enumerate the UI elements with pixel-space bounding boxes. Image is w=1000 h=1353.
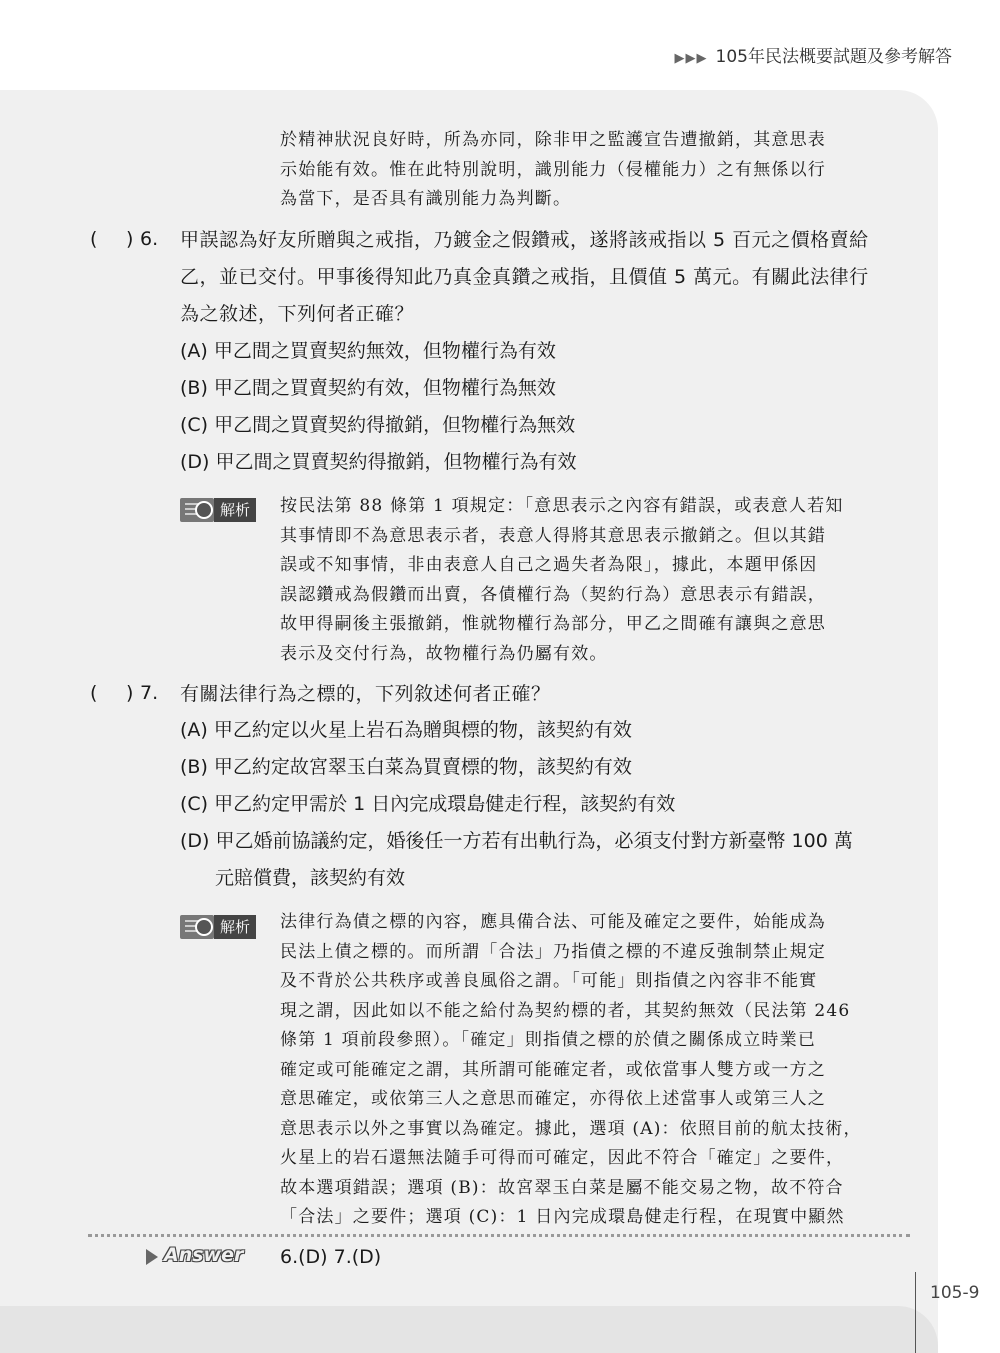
intro-line: 為當下，是否具有識別能力為判斷。	[280, 189, 572, 209]
analysis-line: 表示及交付行為，故物權行為仍屬有效。	[280, 643, 608, 664]
analysis-line: 條第 1 項前段參照）。「確定」則指債之標的於債之關係成立時業已	[280, 1030, 817, 1050]
analysis-icon	[180, 915, 214, 939]
analysis-line: 誤或不知事情，非由表意人自己之過失者為限」，據此，本題甲係因	[280, 555, 818, 575]
analysis-line: 誤認鑽戒為假鑽而出賣，各債權行為（契約行為）意思表示有錯誤，	[280, 584, 826, 605]
q6-answer-paren-close: )	[126, 228, 134, 250]
q7-option-d: (D) 甲乙婚前協議約定，婚後任一方若有出軌行為，必須支付對方新臺幣 100 萬	[180, 830, 853, 852]
analysis-label: 解析	[214, 915, 256, 939]
q7-analysis-badge	[180, 915, 256, 939]
footer-panel	[0, 1306, 938, 1353]
answer-arrow-icon	[146, 1249, 158, 1265]
answer-label: Answer	[164, 1244, 244, 1266]
q7-analysis	[280, 908, 912, 1233]
q6-option-c: (C) 甲乙間之買賣契約得撤銷，但物權行為無效	[180, 414, 576, 436]
analysis-line: 火星上的岩石還無法隨手可得而可確定，因此不符合「確定」之要件，	[280, 1148, 845, 1168]
analysis-line: 確定或可能確定之謂，其所謂可能確定者，或依當事人雙方或一方之	[280, 1059, 826, 1080]
q7-option-c: (C) 甲乙約定甲需於 1 日內完成環島健走行程，該契約有效	[180, 793, 676, 815]
q6-option-d: (D) 甲乙間之買賣契約得撤銷，但物權行為有效	[180, 451, 577, 473]
q6-option-b: (B) 甲乙間之買賣契約有效，但物權行為無效	[180, 377, 556, 399]
analysis-line: 「合法」之要件；選項 (C)：1 日內完成環島健走行程，在現實中顯然	[280, 1207, 845, 1227]
q7-option-d-continued: 元賠償費，該契約有效	[215, 867, 406, 889]
q7-answer-paren-close: )	[126, 682, 134, 704]
q7-option-b: (B) 甲乙約定故宮翠玉白菜為買賣標的物，該契約有效	[180, 756, 632, 778]
analysis-line: 其事情即不為意思表示者，表意人得將其意思表示撤銷之。但以其錯	[280, 525, 826, 546]
q6-option-a: (A) 甲乙間之買賣契約無效，但物權行為有效	[180, 340, 556, 362]
q6-analysis	[280, 492, 912, 669]
q6-number: 6.	[140, 228, 159, 250]
analysis-line: 故本選項錯誤；選項 (B)：故宮翠玉白菜是屬不能交易之物，故不符合	[280, 1177, 844, 1198]
analysis-icon	[180, 498, 214, 522]
q6-question-line: 為之敘述，下列何者正確？	[180, 303, 415, 325]
analysis-line: 法律行為債之標的內容，應具備合法、可能及確定之要件，始能成為	[280, 912, 826, 932]
q6-analysis-badge	[180, 498, 256, 522]
page-number-divider	[915, 1272, 916, 1353]
intro-paragraph	[280, 126, 912, 215]
q6-question-line: 甲誤認為好友所贈與之戒指，乃鍍金之假鑽戒，遂將該戒指以 5 百元之價格賣給	[180, 229, 869, 251]
q7-number: 7.	[140, 682, 159, 704]
page-number: 105-9	[930, 1283, 980, 1303]
q6-question	[180, 222, 912, 333]
q6-answer-paren-open: (	[90, 228, 98, 250]
header-title: 105年民法概要試題及參考解答	[715, 47, 952, 67]
page-header	[675, 42, 952, 67]
analysis-label: 解析	[214, 498, 256, 522]
analysis-line: 民法上債之標的。而所謂「合法」乃指債之標的不違反強制禁止規定	[280, 941, 826, 962]
answer-value: 6.(D) 7.(D)	[280, 1246, 382, 1268]
q7-answer-paren-open: (	[90, 682, 98, 704]
analysis-line: 按民法第 88 條第 1 項規定：「意思表示之內容有錯誤，或表意人若知	[280, 496, 844, 516]
answer-divider	[88, 1234, 910, 1237]
q7-option-a: (A) 甲乙約定以火星上岩石為贈與標的物，該契約有效	[180, 719, 632, 741]
intro-line: 於精神狀況良好時，所為亦同，除非甲之監護宣告遭撤銷，其意思表	[280, 130, 826, 150]
q6-question-line: 乙，並已交付。甲事後得知此乃真金真鑽之戒指，且價值 5 萬元。有關此法律行	[180, 266, 869, 288]
analysis-line: 故甲得嗣後主張撤銷，惟就物權行為部分，甲乙之間確有讓與之意思	[280, 614, 826, 634]
analysis-line: 及不背於公共秩序或善良風俗之謂。「可能」則指債之內容非不能實	[280, 971, 818, 991]
header-arrows: ▶▶▶	[674, 51, 708, 66]
analysis-line: 現之謂，因此如以不能之給付為契約標的者，其契約無效（民法第 246	[280, 1000, 851, 1021]
analysis-line: 意思表示以外之事實以為確定。據此，選項 (A)：依照目前的航太技術，	[280, 1118, 862, 1139]
intro-line: 示始能有效。惟在此特別說明，識別能力（侵權能力）之有無係以行	[280, 159, 826, 180]
q7-question: 有關法律行為之標的，下列敘述何者正確？	[180, 683, 551, 705]
analysis-line: 意思確定，或依第三人之意思而確定，亦得依上述當事人或第三人之	[280, 1089, 826, 1109]
